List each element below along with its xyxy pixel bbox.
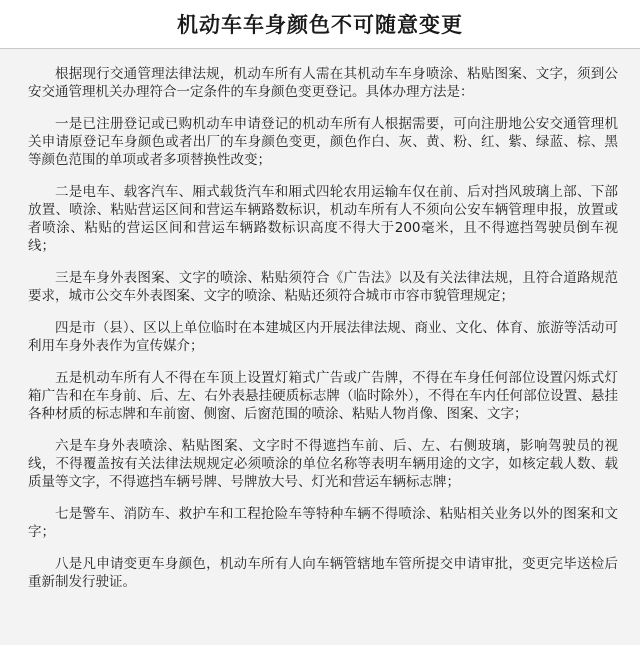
article-title: 机动车车身颜色不可随意变更: [177, 13, 463, 37]
paragraph-6: 六是车身外表喷涂、粘贴图案、文字时不得遮挡车前、后、左、右侧玻璃，影响驾驶员的视线，不得覆盖按有关法律法规规定必须喷涂的单位名称等表明车辆用途的文字，如核定载人数、载质量等文字，不得遮挡车辆号牌、号牌放大号、灯光和营运车辆标志牌；: [28, 438, 618, 490]
paragraph-intro: 根据现行交通管理法律法规，机动车所有人需在其机动车车身喷涂、粘贴图案、文字，须到公安交通管理机关办理符合一定条件的车身颜色变更登记。具体办理方法是：: [28, 66, 618, 100]
paragraph-2: 二是电车、载客汽车、厢式载货汽车和厢式四轮农用运输车仅在前、后对挡风玻璃上部、下部放置、喷涂、粘贴营运区间和营运车辆路数标识，机动车所有人不须向公安车辆管理申报，放置或者喷涂、粘贴的营运区间和营运车辆路数标识高度不得大于200毫米，且不得遮挡驾驶员倒车视线；: [28, 184, 618, 254]
title-bar: [0, 0, 640, 48]
paragraph-1: 一是已注册登记或已购机动车申请登记的机动车所有人根据需要，可向注册地公安交通管理机关申请原登记车身颜色或者出厂的车身颜色变更，颜色作白、灰、黄、粉、红、紫、绿蓝、棕、黑等颜色范围的单项或者多项替换性改变；: [28, 116, 618, 168]
article-body: [0, 49, 640, 645]
paragraph-8: 八是凡申请变更车身颜色，机动车所有人向车辆管辖地车管所提交申请审批，变更完毕送检后重新制发行驶证。: [28, 556, 618, 590]
paragraph-4: 四是市（县）、区以上单位临时在本建城区内开展法律法规、商业、文化、体育、旅游等活动可利用车身外表作为宣传媒介；: [28, 320, 618, 354]
paragraph-3: 三是车身外表图案、文字的喷涂、粘贴须符合《广告法》以及有关法律法规，且符合道路规范要求，城市公交车外表图案、文字的喷涂、粘贴还须符合城市市容市貌管理规定；: [28, 270, 618, 304]
paragraph-7: 七是警车、消防车、救护车和工程抢险车等特种车辆不得喷涂、粘贴相关业务以外的图案和文字；: [28, 506, 618, 540]
paragraph-5: 五是机动车所有人不得在车顶上设置灯箱式广告或广告牌，不得在车身任何部位设置闪烁式灯箱广告和在车身前、后、左、右外表悬挂硬质标志牌（临时除外），不得在车内任何部位设置、悬挂各种材质的标志牌和车前窗、侧窗、后窗范围的喷涂、粘贴人物肖像、图案、文字；: [28, 370, 618, 422]
